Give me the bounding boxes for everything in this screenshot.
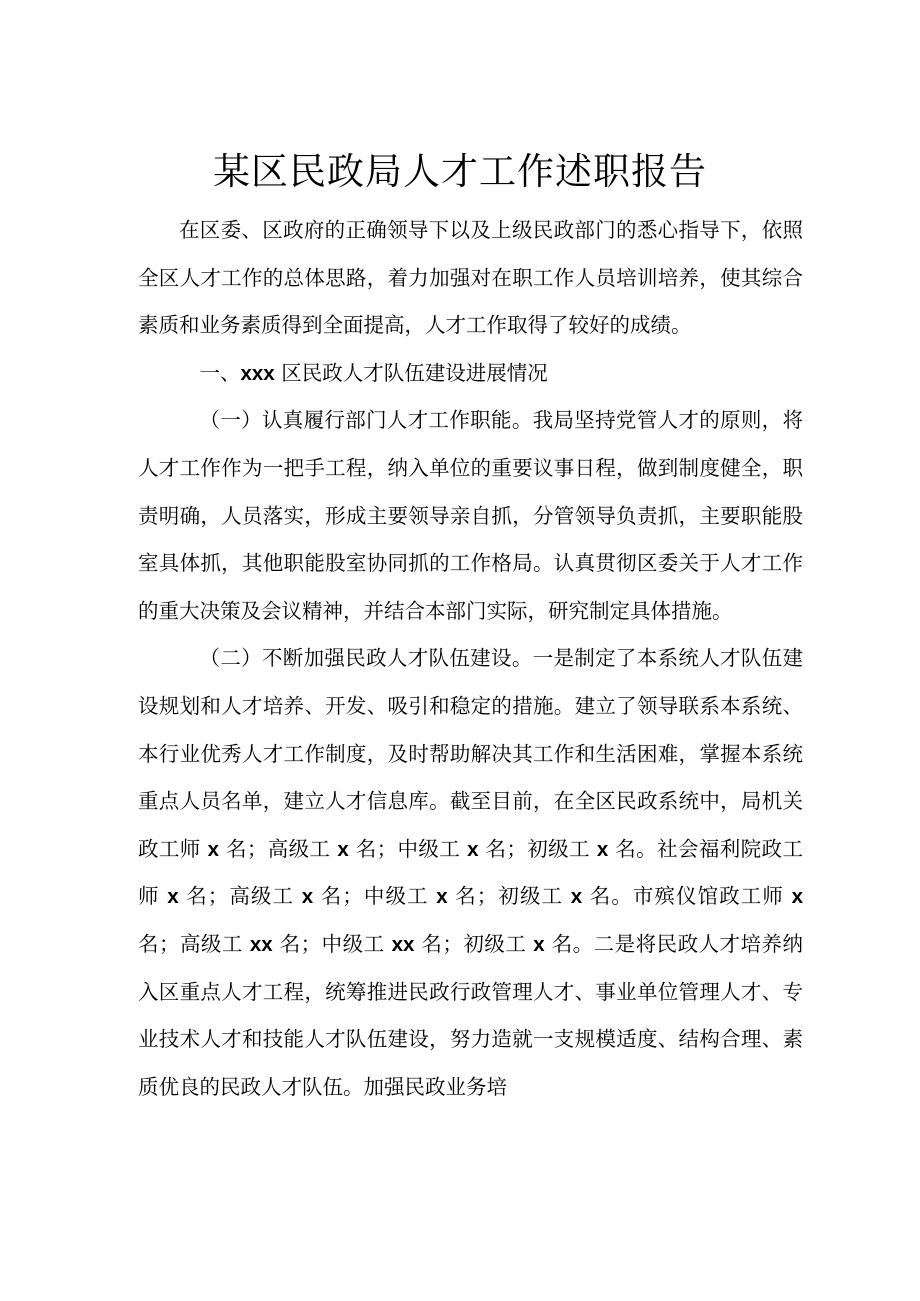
document-title: 某区民政局人才工作述职报告 bbox=[213, 150, 707, 193]
text-run: （二）不断加强民政人才队伍建设。一是制定了本系统人才队伍建设规划和人才培养、开发、吸引和稳定的措施。建立了领导联系本系统、本行业优秀人才工作制度，及时帮助解决其工作和生活困难，掌握本系统重点人员名单，建立人才信息库。截至目前，在全区民政系统中，局机关政工师 bbox=[138, 646, 803, 861]
section-heading bbox=[138, 350, 803, 398]
text-run: 名；初级工 bbox=[478, 836, 597, 861]
count-value: x bbox=[467, 837, 479, 861]
text-run: 名；初级工 bbox=[414, 931, 534, 956]
text-run: 名；中级工 bbox=[272, 931, 392, 956]
count-value: x bbox=[791, 885, 803, 909]
paragraph-2 bbox=[138, 635, 803, 1111]
section-code: xxx bbox=[240, 361, 275, 385]
count-value: x bbox=[570, 885, 583, 909]
count-value: x bbox=[596, 837, 609, 861]
text-run: 名；中级工 bbox=[313, 884, 437, 909]
text-run: 名；中级工 bbox=[348, 836, 468, 861]
count-value: x bbox=[301, 885, 314, 909]
text-run: 名。市殡仪馆政工师 bbox=[582, 884, 792, 909]
text-run: 名。二是将民政人才培养纳入区重点人才工程，统筹推进民政行政管理人才、事业单位管理人才、专业技术人才和技能人才队伍建设，努力造就一支规模适度、结构合理、素质优良的民政人才队伍。加强民政业务培 bbox=[138, 931, 803, 1099]
text-run: 名；高级工 bbox=[219, 836, 338, 861]
count-value: x bbox=[533, 932, 545, 956]
count-value: x bbox=[167, 885, 179, 909]
text-run: 名；高级工 bbox=[138, 931, 250, 956]
intro-paragraph: 在区委、区政府的正确领导下以及上级民政部门的悉心指导下，依照全区人才工作的总体思路，着力加强对在职工作人员培训培养，使其综合素质和业务素质得到全面提高，人才工作取得了较好的成绩。 bbox=[138, 218, 803, 338]
document-body bbox=[138, 207, 803, 1111]
count-value: xx bbox=[391, 932, 415, 956]
count-value: xx bbox=[249, 932, 273, 956]
count-value: x bbox=[337, 837, 349, 861]
text-run: 名。社会福利院政工师 bbox=[138, 836, 803, 909]
section-heading-text: 区民政人才队伍建设进展情况 bbox=[281, 360, 548, 385]
text-run: 名；高级工 bbox=[178, 884, 302, 909]
text-run: 名；初级工 bbox=[447, 884, 571, 909]
paragraph-1: （一）认真履行部门人才工作职能。我局坚持党管人才的原则，将人才工作作为一把手工程，纳入单位的重要议事日程，做到制度健全，职责明确，人员落实，形成主要领导亲自抓，分管领导负责抓，主要职能股室具体抓，其他职能股室协同抓的工作格局。认真贯彻区委关于人才工作的重大决策及会议精神，并结合本部门实际，研究制定具体措施。 bbox=[138, 408, 803, 623]
count-value: x bbox=[207, 837, 220, 861]
count-value: x bbox=[436, 885, 448, 909]
section-prefix: 一、 bbox=[199, 360, 241, 385]
